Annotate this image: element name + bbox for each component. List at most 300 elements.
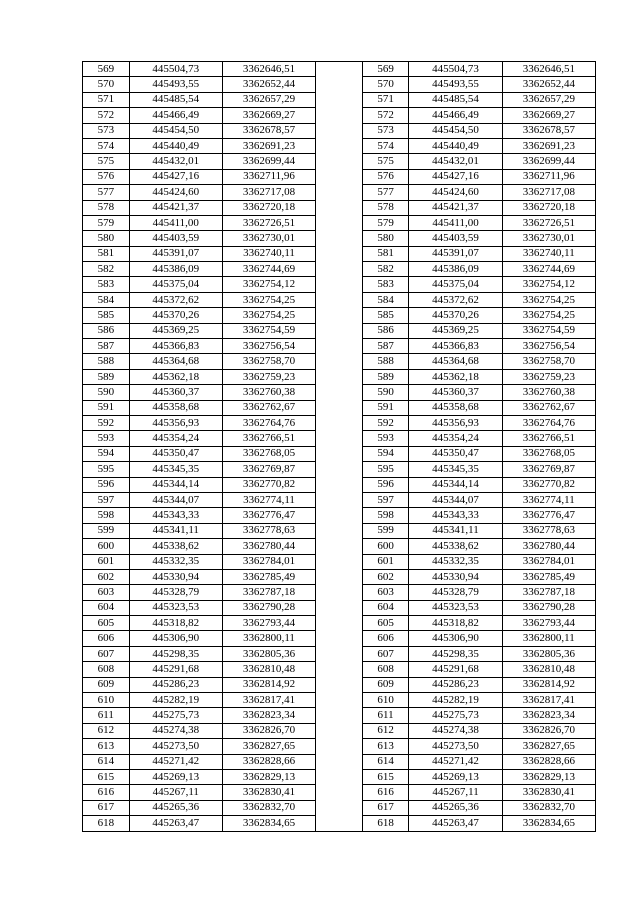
table-row [83,800,596,815]
x-coordinate-cell: 445369,25 [129,323,222,338]
point-number-cell: 614 [83,754,130,769]
point-number-cell: 594 [83,446,130,461]
y-coordinate-cell: 3362834,65 [502,816,595,831]
x-coordinate-cell: 445328,79 [409,585,502,600]
table-row [83,169,596,184]
point-number-cell: 586 [83,323,130,338]
y-coordinate-cell: 3362691,23 [222,138,315,153]
x-coordinate-cell: 445330,94 [129,569,222,584]
point-number-cell: 603 [362,585,409,600]
y-coordinate-cell: 3362785,49 [222,569,315,584]
y-coordinate-cell: 3362756,54 [222,339,315,354]
point-number-cell: 611 [83,708,130,723]
y-coordinate-cell: 3362769,87 [222,462,315,477]
coordinates-table [82,61,596,832]
table-row [83,662,596,677]
point-number-cell: 589 [362,369,409,384]
point-number-cell: 592 [362,415,409,430]
table-row [83,646,596,661]
y-coordinate-cell: 3362778,63 [222,523,315,538]
x-coordinate-cell: 445267,11 [409,785,502,800]
x-coordinate-cell: 445286,23 [409,677,502,692]
x-coordinate-cell: 445375,04 [129,277,222,292]
x-coordinate-cell: 445386,09 [129,262,222,277]
point-number-cell: 592 [83,415,130,430]
point-number-cell: 617 [83,800,130,815]
table-row [83,539,596,554]
table-gap-cell [316,200,363,215]
y-coordinate-cell: 3362829,13 [502,769,595,784]
y-coordinate-cell: 3362657,29 [222,92,315,107]
table-gap-cell [316,785,363,800]
table-gap-cell [316,816,363,831]
table-gap-cell [316,477,363,492]
point-number-cell: 599 [83,523,130,538]
table-row [83,693,596,708]
y-coordinate-cell: 3362678,57 [222,123,315,138]
x-coordinate-cell: 445344,14 [129,477,222,492]
x-coordinate-cell: 445493,55 [409,77,502,92]
point-number-cell: 585 [83,308,130,323]
point-number-cell: 595 [362,462,409,477]
table-gap-cell [316,292,363,307]
x-coordinate-cell: 445306,90 [129,631,222,646]
point-number-cell: 581 [362,246,409,261]
table-gap-cell [316,62,363,77]
x-coordinate-cell: 445364,68 [129,354,222,369]
y-coordinate-cell: 3362711,96 [502,169,595,184]
point-number-cell: 591 [83,400,130,415]
y-coordinate-cell: 3362726,51 [222,215,315,230]
x-coordinate-cell: 445504,73 [409,62,502,77]
y-coordinate-cell: 3362787,18 [502,585,595,600]
x-coordinate-cell: 445362,18 [129,369,222,384]
x-coordinate-cell: 445391,07 [129,246,222,261]
point-number-cell: 605 [83,616,130,631]
x-coordinate-cell: 445370,26 [129,308,222,323]
table-gap-cell [316,138,363,153]
table-row [83,754,596,769]
point-number-cell: 616 [362,785,409,800]
y-coordinate-cell: 3362754,25 [502,308,595,323]
point-number-cell: 582 [83,262,130,277]
table-gap-cell [316,308,363,323]
x-coordinate-cell: 445341,11 [129,523,222,538]
table-row [83,323,596,338]
x-coordinate-cell: 445364,68 [409,354,502,369]
point-number-cell: 598 [83,508,130,523]
point-number-cell: 618 [362,816,409,831]
x-coordinate-cell: 445298,35 [129,646,222,661]
point-number-cell: 577 [362,185,409,200]
table-row [83,446,596,461]
x-coordinate-cell: 445274,38 [129,723,222,738]
y-coordinate-cell: 3362784,01 [222,554,315,569]
table-row [83,477,596,492]
x-coordinate-cell: 445354,24 [409,431,502,446]
table-gap-cell [316,415,363,430]
x-coordinate-cell: 445454,50 [129,123,222,138]
point-number-cell: 572 [362,108,409,123]
y-coordinate-cell: 3362827,65 [502,739,595,754]
table-row [83,77,596,92]
x-coordinate-cell: 445424,60 [409,185,502,200]
table-row [83,231,596,246]
x-coordinate-cell: 445323,53 [129,600,222,615]
point-number-cell: 569 [362,62,409,77]
point-number-cell: 576 [83,169,130,184]
point-number-cell: 607 [362,646,409,661]
y-coordinate-cell: 3362817,41 [502,693,595,708]
point-number-cell: 600 [83,539,130,554]
table-gap-cell [316,246,363,261]
table-gap-cell [316,492,363,507]
x-coordinate-cell: 445344,07 [129,492,222,507]
table-gap-cell [316,646,363,661]
x-coordinate-cell: 445345,35 [409,462,502,477]
y-coordinate-cell: 3362829,13 [222,769,315,784]
y-coordinate-cell: 3362764,76 [502,415,595,430]
y-coordinate-cell: 3362766,51 [502,431,595,446]
x-coordinate-cell: 445343,33 [129,508,222,523]
point-number-cell: 586 [362,323,409,338]
table-row [83,92,596,107]
table-gap-cell [316,616,363,631]
point-number-cell: 615 [362,769,409,784]
x-coordinate-cell: 445432,01 [409,154,502,169]
table-gap-cell [316,462,363,477]
x-coordinate-cell: 445421,37 [409,200,502,215]
point-number-cell: 610 [362,693,409,708]
point-number-cell: 579 [83,215,130,230]
point-number-cell: 608 [83,662,130,677]
y-coordinate-cell: 3362828,66 [502,754,595,769]
point-number-cell: 593 [362,431,409,446]
y-coordinate-cell: 3362754,25 [222,292,315,307]
x-coordinate-cell: 445391,07 [409,246,502,261]
point-number-cell: 612 [83,723,130,738]
x-coordinate-cell: 445344,07 [409,492,502,507]
y-coordinate-cell: 3362720,18 [222,200,315,215]
point-number-cell: 587 [362,339,409,354]
y-coordinate-cell: 3362699,44 [222,154,315,169]
y-coordinate-cell: 3362793,44 [502,616,595,631]
point-number-cell: 594 [362,446,409,461]
x-coordinate-cell: 445338,62 [409,539,502,554]
table-gap-cell [316,77,363,92]
x-coordinate-cell: 445267,11 [129,785,222,800]
point-number-cell: 615 [83,769,130,784]
point-number-cell: 599 [362,523,409,538]
point-number-cell: 603 [83,585,130,600]
x-coordinate-cell: 445360,37 [409,385,502,400]
x-coordinate-cell: 445360,37 [129,385,222,400]
point-number-cell: 604 [83,600,130,615]
table-row [83,369,596,384]
table-row [83,723,596,738]
point-number-cell: 583 [83,277,130,292]
point-number-cell: 609 [83,677,130,692]
table-gap-cell [316,385,363,400]
point-number-cell: 587 [83,339,130,354]
y-coordinate-cell: 3362793,44 [222,616,315,631]
y-coordinate-cell: 3362764,76 [222,415,315,430]
y-coordinate-cell: 3362778,63 [502,523,595,538]
point-number-cell: 571 [83,92,130,107]
y-coordinate-cell: 3362754,12 [502,277,595,292]
x-coordinate-cell: 445411,00 [129,215,222,230]
x-coordinate-cell: 445345,35 [129,462,222,477]
x-coordinate-cell: 445291,68 [409,662,502,677]
point-number-cell: 597 [83,492,130,507]
table-gap-cell [316,800,363,815]
x-coordinate-cell: 445440,49 [409,138,502,153]
x-coordinate-cell: 445362,18 [409,369,502,384]
x-coordinate-cell: 445350,47 [409,446,502,461]
table-gap-cell [316,677,363,692]
point-number-cell: 579 [362,215,409,230]
y-coordinate-cell: 3362726,51 [502,215,595,230]
y-coordinate-cell: 3362657,29 [502,92,595,107]
x-coordinate-cell: 445286,23 [129,677,222,692]
table-row [83,277,596,292]
x-coordinate-cell: 445343,33 [409,508,502,523]
y-coordinate-cell: 3362744,69 [502,262,595,277]
point-number-cell: 581 [83,246,130,261]
point-number-cell: 596 [83,477,130,492]
y-coordinate-cell: 3362762,67 [502,400,595,415]
table-gap-cell [316,323,363,338]
x-coordinate-cell: 445274,38 [409,723,502,738]
table-row [83,462,596,477]
y-coordinate-cell: 3362759,23 [222,369,315,384]
y-coordinate-cell: 3362768,05 [222,446,315,461]
y-coordinate-cell: 3362717,08 [222,185,315,200]
x-coordinate-cell: 445298,35 [409,646,502,661]
point-number-cell: 601 [83,554,130,569]
table-gap-cell [316,693,363,708]
table-row [83,246,596,261]
table-row [83,585,596,600]
x-coordinate-cell: 445466,49 [409,108,502,123]
point-number-cell: 618 [83,816,130,831]
table-row [83,200,596,215]
y-coordinate-cell: 3362826,70 [222,723,315,738]
point-number-cell: 589 [83,369,130,384]
x-coordinate-cell: 445424,60 [129,185,222,200]
x-coordinate-cell: 445485,54 [409,92,502,107]
y-coordinate-cell: 3362770,82 [222,477,315,492]
table-gap-cell [316,154,363,169]
point-number-cell: 604 [362,600,409,615]
y-coordinate-cell: 3362770,82 [502,477,595,492]
point-number-cell: 573 [362,123,409,138]
y-coordinate-cell: 3362762,67 [222,400,315,415]
y-coordinate-cell: 3362646,51 [502,62,595,77]
table-row [83,108,596,123]
table-row [83,415,596,430]
x-coordinate-cell: 445493,55 [129,77,222,92]
y-coordinate-cell: 3362760,38 [222,385,315,400]
point-number-cell: 575 [362,154,409,169]
point-number-cell: 590 [362,385,409,400]
x-coordinate-cell: 445263,47 [129,816,222,831]
x-coordinate-cell: 445275,73 [409,708,502,723]
y-coordinate-cell: 3362827,65 [222,739,315,754]
point-number-cell: 591 [362,400,409,415]
point-number-cell: 570 [362,77,409,92]
y-coordinate-cell: 3362740,11 [502,246,595,261]
table-row [83,785,596,800]
x-coordinate-cell: 445370,26 [409,308,502,323]
y-coordinate-cell: 3362699,44 [502,154,595,169]
point-number-cell: 598 [362,508,409,523]
point-number-cell: 596 [362,477,409,492]
point-number-cell: 584 [83,292,130,307]
table-row [83,339,596,354]
table-row [83,677,596,692]
x-coordinate-cell: 445269,13 [129,769,222,784]
table-row [83,816,596,831]
table-gap-cell [316,662,363,677]
point-number-cell: 578 [362,200,409,215]
y-coordinate-cell: 3362776,47 [222,508,315,523]
y-coordinate-cell: 3362828,66 [222,754,315,769]
x-coordinate-cell: 445403,59 [129,231,222,246]
x-coordinate-cell: 445454,50 [409,123,502,138]
y-coordinate-cell: 3362646,51 [222,62,315,77]
y-coordinate-cell: 3362784,01 [502,554,595,569]
y-coordinate-cell: 3362754,59 [502,323,595,338]
point-number-cell: 607 [83,646,130,661]
table-row [83,508,596,523]
point-number-cell: 578 [83,200,130,215]
x-coordinate-cell: 445269,13 [409,769,502,784]
x-coordinate-cell: 445323,53 [409,600,502,615]
x-coordinate-cell: 445306,90 [409,631,502,646]
table-gap-cell [316,554,363,569]
table-gap-cell [316,369,363,384]
y-coordinate-cell: 3362774,11 [222,492,315,507]
y-coordinate-cell: 3362730,01 [502,231,595,246]
y-coordinate-cell: 3362652,44 [502,77,595,92]
x-coordinate-cell: 445265,36 [129,800,222,815]
point-number-cell: 611 [362,708,409,723]
table-row [83,616,596,631]
y-coordinate-cell: 3362810,48 [502,662,595,677]
x-coordinate-cell: 445421,37 [129,200,222,215]
coordinates-table-body [83,62,596,832]
point-number-cell: 608 [362,662,409,677]
table-row [83,354,596,369]
table-gap-cell [316,569,363,584]
table-row [83,569,596,584]
y-coordinate-cell: 3362834,65 [222,816,315,831]
y-coordinate-cell: 3362744,69 [222,262,315,277]
y-coordinate-cell: 3362740,11 [222,246,315,261]
point-number-cell: 606 [83,631,130,646]
point-number-cell: 605 [362,616,409,631]
x-coordinate-cell: 445358,68 [409,400,502,415]
y-coordinate-cell: 3362691,23 [502,138,595,153]
x-coordinate-cell: 445466,49 [129,108,222,123]
table-gap-cell [316,585,363,600]
table-gap-cell [316,508,363,523]
x-coordinate-cell: 445332,35 [409,554,502,569]
y-coordinate-cell: 3362800,11 [222,631,315,646]
point-number-cell: 583 [362,277,409,292]
y-coordinate-cell: 3362830,41 [502,785,595,800]
point-number-cell: 588 [83,354,130,369]
x-coordinate-cell: 445366,83 [409,339,502,354]
x-coordinate-cell: 445369,25 [409,323,502,338]
point-number-cell: 588 [362,354,409,369]
table-gap-cell [316,769,363,784]
x-coordinate-cell: 445372,62 [129,292,222,307]
table-gap-cell [316,339,363,354]
table-row [83,600,596,615]
point-number-cell: 617 [362,800,409,815]
point-number-cell: 573 [83,123,130,138]
x-coordinate-cell: 445356,93 [129,415,222,430]
y-coordinate-cell: 3362766,51 [222,431,315,446]
y-coordinate-cell: 3362790,28 [222,600,315,615]
y-coordinate-cell: 3362760,38 [502,385,595,400]
x-coordinate-cell: 445403,59 [409,231,502,246]
point-number-cell: 585 [362,308,409,323]
y-coordinate-cell: 3362754,25 [222,308,315,323]
y-coordinate-cell: 3362817,41 [222,693,315,708]
point-number-cell: 606 [362,631,409,646]
x-coordinate-cell: 445372,62 [409,292,502,307]
y-coordinate-cell: 3362800,11 [502,631,595,646]
y-coordinate-cell: 3362754,25 [502,292,595,307]
table-gap-cell [316,215,363,230]
point-number-cell: 597 [362,492,409,507]
x-coordinate-cell: 445375,04 [409,277,502,292]
table-row [83,138,596,153]
point-number-cell: 610 [83,693,130,708]
table-gap-cell [316,523,363,538]
x-coordinate-cell: 445350,47 [129,446,222,461]
table-gap-cell [316,431,363,446]
point-number-cell: 580 [83,231,130,246]
point-number-cell: 602 [362,569,409,584]
y-coordinate-cell: 3362711,96 [222,169,315,184]
y-coordinate-cell: 3362810,48 [222,662,315,677]
y-coordinate-cell: 3362754,12 [222,277,315,292]
table-row [83,185,596,200]
table-gap-cell [316,354,363,369]
y-coordinate-cell: 3362832,70 [502,800,595,815]
table-row [83,123,596,138]
point-number-cell: 613 [83,739,130,754]
table-row [83,308,596,323]
point-number-cell: 614 [362,754,409,769]
x-coordinate-cell: 445366,83 [129,339,222,354]
point-number-cell: 600 [362,539,409,554]
point-number-cell: 612 [362,723,409,738]
table-row [83,385,596,400]
y-coordinate-cell: 3362805,36 [222,646,315,661]
table-gap-cell [316,723,363,738]
point-number-cell: 616 [83,785,130,800]
x-coordinate-cell: 445386,09 [409,262,502,277]
y-coordinate-cell: 3362769,87 [502,462,595,477]
x-coordinate-cell: 445263,47 [409,816,502,831]
table-row [83,154,596,169]
point-number-cell: 576 [362,169,409,184]
